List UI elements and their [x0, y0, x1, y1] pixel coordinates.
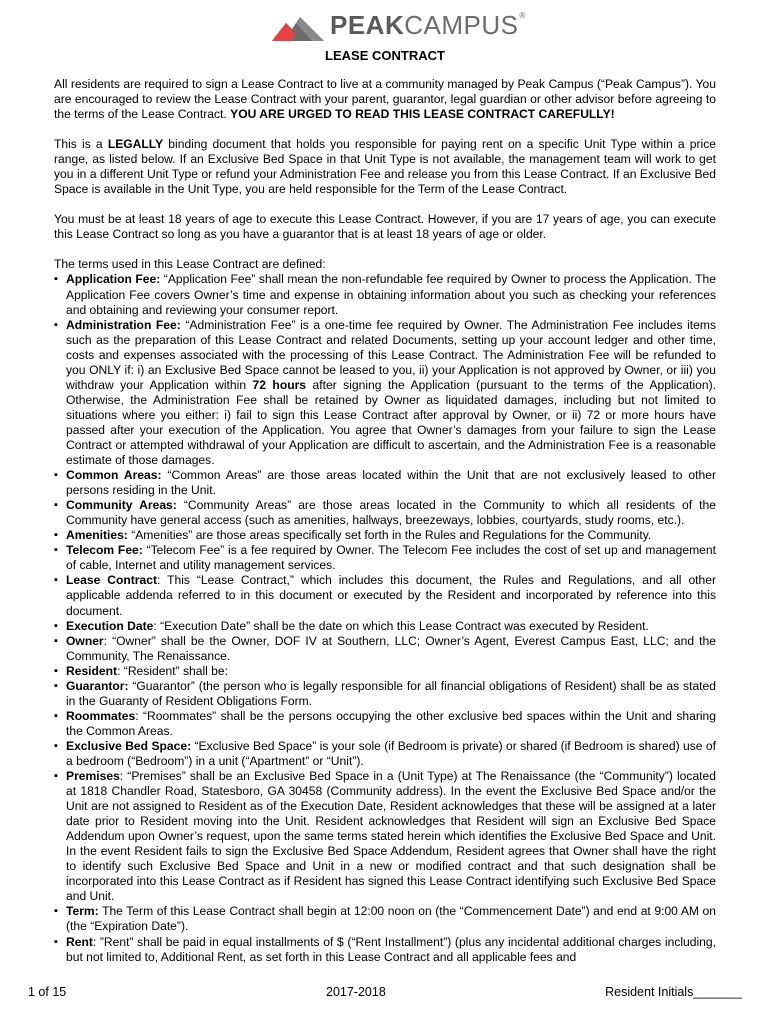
definition-item [54, 634, 716, 664]
definition-term: Telecom Fee: [66, 543, 143, 558]
definition-item [54, 769, 716, 904]
definition-term: Common Areas: [66, 468, 162, 483]
definition-term: Term: [66, 904, 99, 919]
definition-text: “Community Areas” are those areas located in the Community to which all residents of the Community have general access (such as amenities, hallways, breezeways, lobbies, courtyards, study rooms, etc.). [66, 498, 716, 528]
intro-p2-post: binding document that holds you responsible for paying rent on a specific Unit Type within a price range, as listed below. If an Exclusive Bed Space in that Unit Type is not available, the management team will work to get you in a different Unit Type or refund your Administration Fee and release you from this Lease Contract. If an Exclusive Bed Space is available in the Unit Type, you are held responsible for the Term of the Lease Contract. [54, 137, 716, 197]
definitions-list [54, 272, 716, 964]
definition-text: : “Roommates” shall be the persons occupying the other exclusive bed spaces within the Unit and sharing the Common Areas. [66, 708, 716, 738]
definition-text: “Administration Fee” is a one-time fee required by Owner. The Administration Fee includes items such as the preparation of this Lease Contract and related Documents, setting up your account ledger and other time, costs and expenses associated with the processing of this Lease Contract. The Administration Fee will be refunded to you ONLY if: i) an Exclusive Bed Space cannot be leased to you, ii) your Application is not approved by Owner, or iii) you withdraw your Application within [66, 317, 716, 392]
definition-term: Lease Contract [66, 573, 157, 588]
definition-term: Execution Date [66, 618, 154, 633]
contract-body [54, 77, 716, 965]
definition-text: : ”Rent” shall be paid in equal installments of $ (“Rent Installment”) (plus any incidental additional charges including, but not limited to, Additional Rent, as set forth in this Lease Contract and all applicable fees and [66, 934, 716, 964]
definition-term: Amenities: [66, 528, 128, 543]
definition-item [54, 739, 716, 769]
definition-item [54, 664, 716, 679]
definition-item [54, 543, 716, 573]
definition-item [54, 709, 716, 739]
definition-item [54, 573, 716, 618]
intro-paragraph-2 [54, 137, 716, 197]
definition-item [54, 468, 716, 498]
definition-term: Administration Fee: [66, 317, 181, 332]
intro-p2-bold: LEGALLY [107, 137, 164, 152]
definition-text: “Common Areas” are those areas located within the Unit that are not exclusively leased to other persons residing in the Unit. [66, 468, 716, 498]
definition-item [54, 904, 716, 934]
definition-term: Application Fee: [66, 272, 161, 287]
intro-p1-warning: YOU ARE URGED TO READ THIS LEASE CONTRACT CAREFULLY! [230, 107, 615, 122]
logo-wordmark [330, 12, 526, 38]
definition-text: : “Owner” shall be the Owner, DOF IV at Southern, LLC; Owner’s Agent, Everest Campus East, LLC; and the Community, The Renaissance. [66, 633, 716, 663]
definition-item [54, 679, 716, 709]
definition-item [54, 318, 716, 468]
page-number: 1 of 15 [28, 985, 67, 999]
logo-campus: CAMPUS [404, 10, 519, 40]
definition-text: : “Execution Date” shall be the date on which this Lease Contract was executed by Resident. [153, 618, 649, 633]
definition-text: The Term of this Lease Contract shall begin at 12:00 noon on (the “Commencement Date”) and end at 9:00 AM on (the “Expiration Date”). [66, 904, 716, 934]
definition-text: “Exclusive Bed Space” is your sole (if Bedroom is private) or shared (if Bedroom is shared) use of a bedroom (“Bedroom”) in a unit (“Apartment” or “Unit”). [66, 738, 717, 768]
logo-peak: PEAK [330, 10, 405, 40]
definition-text: : “Premises” shall be an Exclusive Bed Space in a (Unit Type) at The Renaissance (the “Community”) located at 1818 Chandler Road, Statesboro, GA 30458 (Community address). In the event the Exclusive Bed Space and/or the Unit are not assigned to Resident as of the Execution Date, Resident acknowledges that these will be assigned at a later date prior to Resident moving into the Unit. Resident acknowledges that Resident will sign an Exclusive Bed Space Addendum upon Owner’s request, upon the same terms stated herein which identifies the Exclusive Bed Space and Unit. In the event Resident fails to sign the Exclusive Bed Space Addendum, Resident agrees that Owner shall have the right to identify such Exclusive Bed Space and Unit in a new or modified contract and that such designation shall be incorporated into this Lease Contract as if Resident has signed this Lease Contract identifying such Exclusive Bed Space and Unit. [66, 769, 716, 904]
logo-registered: ® [519, 11, 526, 20]
definition-term: Rent [66, 934, 93, 949]
definition-text: after signing the Application (pursuant to the terms of the Application). Otherwise, the Administration Fee shall be retained by Owner as liquidated damages, including but not limited to situations where you either: i) fail to sign this Lease Contract after approval by Owner, or ii) 72 or more hours have passed after your execution of the Application. You agree that Owner’s damages from your failure to sign the Lease Contract or attempted withdrawal of your Application are difficult to ascertain, and the Administration Fee is a reasonable estimate of those damages. [66, 377, 716, 468]
definition-item [54, 935, 716, 965]
intro-paragraph-1 [54, 77, 716, 122]
mountain-logo-icon [272, 9, 324, 41]
definition-item [54, 272, 716, 317]
definition-text: “Application Fee” shall mean the non-refundable fee required by Owner to process the Application. The Application Fee covers Owner’s time and expense in obtaining information about you such as checking your references and obtaining and reviewing your consumer report. [66, 272, 716, 317]
definition-term: Guarantor: [66, 678, 129, 693]
definition-text: “Amenities” are those areas specifically set forth in the Rules and Regulations for the Community. [127, 528, 652, 543]
intro-paragraph-4: The terms used in this Lease Contract are defined: [54, 257, 326, 272]
peak-campus-logo [272, 8, 526, 42]
lease-year: 2017-2018 [326, 985, 386, 999]
definition-term: Premises [66, 769, 120, 784]
definition-term: Community Areas: [66, 498, 177, 513]
definition-text: “Telecom Fee” is a fee required by Owner. The Telecom Fee includes the cost of set up and management of cable, Internet and utility management services. [66, 543, 716, 573]
resident-initials-field: Resident Initials_______ [605, 985, 742, 999]
definition-term: Owner [66, 633, 104, 648]
intro-paragraph-3: You must be at least 18 years of age to execute this Lease Contract. However, if you are 17 years of age, you can execute this Lease Contract so long as you have a guarantor that is at least 18 years of age or older. [54, 212, 716, 242]
definition-item [54, 619, 716, 634]
definition-text: “Guarantor” (the person who is legally responsible for all financial obligations of Resident) shall be as stated in the Guaranty of Resident Obligations Form. [66, 678, 716, 708]
definition-text: : “Resident” shall be: [117, 663, 228, 678]
definition-bold: 72 hours [252, 377, 307, 392]
definition-term: Resident [66, 663, 118, 678]
definition-term: Exclusive Bed Space: [66, 738, 192, 753]
definition-text: : This “Lease Contract,” which includes this document, the Rules and Regulations, and all other applicable addenda referred to in this document or executed by the Resident and incorporated by reference into this document. [66, 573, 717, 618]
intro-p2-pre: This is a [54, 137, 108, 152]
page-title: LEASE CONTRACT [325, 48, 445, 63]
definition-item [54, 528, 716, 543]
intro-p1-text: All residents are required to sign a Lease Contract to live at a community managed by Peak Campus (“Peak Campus”). You are encouraged to review the Lease Contract with your parent, guarantor, legal guardian or other advisor before agreeing to the terms of the Lease Contract. [54, 77, 716, 122]
definition-item [54, 498, 716, 528]
definition-term: Roommates [66, 708, 136, 723]
